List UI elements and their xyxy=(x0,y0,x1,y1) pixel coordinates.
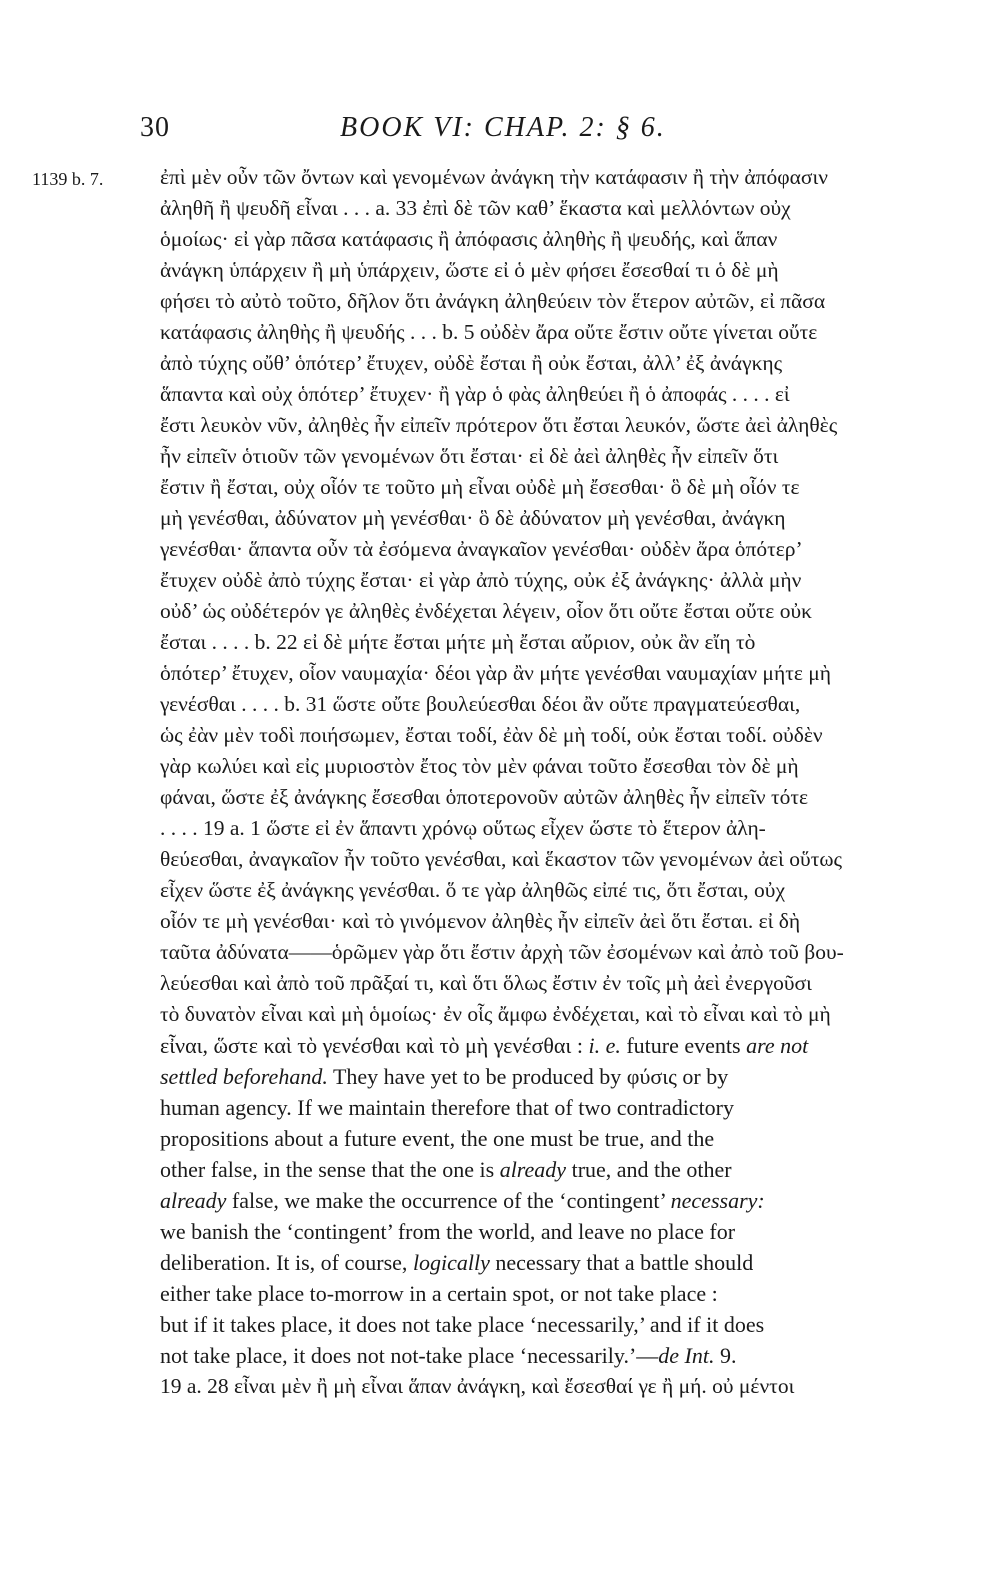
english-text: false, we make the occurrence of the ‘contingent’ xyxy=(231,1188,666,1213)
greek-text: φύσις xyxy=(626,1064,677,1089)
text-line: κατάφασις ἀληθὴς ἢ ψευδής . . . b. 5 οὐδὲν ἄρα οὔτε ἔστιν οὔτε γίνεται οὔτε xyxy=(160,320,818,344)
running-head: BOOK VI: CHAP. 2: § 6. xyxy=(340,112,666,143)
english-text: 9. xyxy=(719,1343,737,1368)
text-line: we banish the ‘contingent’ from the world, and leave no place for xyxy=(160,1219,736,1244)
text-line: τὸ δυνατὸν εἶναι καὶ μὴ ὁμοίως· ἐν οἷς ἄμφω ἐνδέχεται, καὶ τὸ εἶναι καὶ τὸ μὴ xyxy=(160,1002,831,1026)
text-line-mixed xyxy=(160,1030,930,1061)
text-line: ταῦτα ἀδύνατα——ὁρῶμεν γὰρ ὅτι ἔστιν ἀρχὴ τῶν ἐσομένων καὶ ἀπὸ τοῦ βου- xyxy=(160,940,844,964)
greek-text: ἐπὶ μὲν οὖν τῶν ὄντων καὶ γενομένων ἀνάγκη τὴν κατάφασιν ἢ τὴν ἀπόφασιν xyxy=(160,165,829,189)
italic-text: necessary: xyxy=(670,1188,765,1213)
english-text: deliberation. It is, of course, xyxy=(160,1250,408,1275)
text-line: either take place to-morrow in a certain spot, or not take place : xyxy=(160,1281,718,1306)
text-line: ἀπὸ τύχης οὔθ’ ὁπότερ’ ἔτυχεν, οὐδὲ ἔσται ἢ οὐκ ἔσται, ἀλλ’ ἐξ ἀνάγκης xyxy=(160,351,783,375)
text-line: μὴ γενέσθαι, ἀδύνατον μὴ γενέσθαι· ὃ δὲ ἀδύνατον μὴ γενέσθαι, ἀνάγκη xyxy=(160,506,786,530)
text-line-mixed xyxy=(160,1061,930,1092)
text-line: but if it takes place, it does not take place ‘necessarily,’ and if it does xyxy=(160,1312,765,1337)
text-line: ἔτυχεν οὐδὲ ἀπὸ τύχης ἔσται· εἰ γὰρ ἀπὸ τύχης, οὐκ ἐξ ἀνάγκης· ἀλλὰ μὴν xyxy=(160,568,802,592)
italic-text: are not xyxy=(746,1033,809,1058)
english-text: not take place, it does not not-take place ‘necessarily.’— xyxy=(160,1343,659,1368)
margin-reference: 1139 b. 7. xyxy=(32,169,104,189)
text-line: ἀληθῆ ἢ ψευδῆ εἶναι . . . a. 33 ἐπὶ δὲ τῶν καθ’ ἕκαστα καὶ μελλόντων οὐχ xyxy=(160,196,791,220)
english-text: They have yet to be produced by xyxy=(332,1064,622,1089)
text-line: φάναι, ὥστε ἐξ ἀνάγκης ἔσεσθαι ὁποτερονοῦν αὐτῶν ἀληθὲς ἦν εἰπεῖν τότε xyxy=(160,785,809,809)
text-line: ἔσται . . . . b. 22 εἰ δὲ μήτε ἔσται μήτε μὴ ἔσται αὔριον, οὐκ ἂν εἴη τὸ xyxy=(160,630,756,654)
italic-text: settled beforehand. xyxy=(160,1064,328,1089)
text-line: γὰρ κωλύει καὶ εἰς μυριοστὸν ἔτος τὸν μὲν φάναι τοῦτο ἔσεσθαι τὸν δὲ μὴ xyxy=(160,754,799,778)
text-line: οἷόν τε μὴ γενέσθαι· καὶ τὸ γινόμενον ἀληθὲς ἦν εἰπεῖν ἀεὶ ὅτι ἔσται. εἰ δὴ xyxy=(160,909,801,933)
text-line: οὐδ’ ὡς οὐδέτερόν γε ἀληθὲς ἐνδέχεται λέγειν, οἷον ὅτι οὔτε ἔσται οὔτε οὐκ xyxy=(160,599,812,623)
text-line: εἶχεν ὥστε ἐξ ἀνάγκης γενέσθαι. ὅ τε γὰρ ἀληθῶς εἰπέ τις, ὅτι ἔσται, οὐχ xyxy=(160,878,785,902)
ie-abbrev: i. e. xyxy=(588,1033,621,1058)
body-text xyxy=(32,162,930,1402)
text-line: ἀνάγκη ὑπάρχειν ἢ μὴ ὑπάρχειν, ὥστε εἰ ὁ μὲν φήσει ἔσεσθαί τι ὁ δὲ μὴ xyxy=(160,258,779,282)
english-text: future events xyxy=(626,1033,741,1058)
text-line: human agency. If we maintain therefore that of two contradictory xyxy=(160,1095,735,1120)
italic-text: already xyxy=(499,1157,567,1182)
text-line: θεύεσθαι, ἀναγκαῖον ἦν τοῦτο γενέσθαι, καὶ ἕκαστον τῶν γενομένων ἀεὶ οὕτως xyxy=(160,847,842,871)
italic-text: already xyxy=(160,1188,227,1213)
text-line: . . . . 19 a. 1 ὥστε εἰ ἐν ἅπαντι χρόνῳ οὕτως εἶχεν ὥστε τὸ ἕτερον ἀλη- xyxy=(160,816,766,840)
greek-text: εἶναι μὲν ἢ μὴ εἶναι ἅπαν ἀνάγκη, καὶ ἔσεσθαί γε ἢ μή. οὐ μέντοι xyxy=(234,1374,795,1398)
text-line: ἦν εἰπεῖν ὁτιοῦν τῶν γενομένων ὅτι ἔσται· εἰ δὲ ἀεὶ ἀληθὲς ἦν εἰπεῖν ὅτι xyxy=(160,444,779,468)
text-line: ἔστι λευκὸν νῦν, ἀληθὲς ἦν εἰπεῖν πρότερον ὅτι ἔσται λευκόν, ὥστε ἀεὶ ἀληθὲς xyxy=(160,413,838,437)
text-line-mixed xyxy=(160,1371,930,1402)
italic-text: de Int. xyxy=(658,1343,715,1368)
english-text: or by xyxy=(682,1064,729,1089)
text-line-mixed xyxy=(160,1247,930,1278)
text-line-mixed xyxy=(160,1340,930,1371)
english-text: necessary that a battle should xyxy=(495,1250,754,1275)
text-line: φήσει τὸ αὐτὸ τοῦτο, δῆλον ὅτι ἀνάγκη ἀληθεύειν τὸν ἕτερον αὐτῶν, εἰ πᾶσα xyxy=(160,289,826,313)
text-line: ἅπαντα καὶ οὐχ ὁπότερ’ ἔτυχεν· ἢ γὰρ ὁ φὰς ἀληθεύει ἢ ὁ ἀποφάς . . . . εἰ xyxy=(160,382,790,406)
text-line: γενέσθαι· ἅπαντα οὖν τὰ ἐσόμενα ἀναγκαῖον γενέσθαι· οὐδὲν ἄρα ὁπότερ’ xyxy=(160,537,803,561)
text-line-mixed xyxy=(160,1185,930,1216)
text-line-mixed xyxy=(160,1154,930,1185)
text-line: ἔστιν ἢ ἔσται, οὐχ οἷόν τε τοῦτο μὴ εἶναι οὐδὲ μὴ ἔσεσθαι· ὃ δὲ μὴ οἷόν τε xyxy=(160,475,800,499)
text-line: ὁπότερ’ ἔτυχεν, οἷον ναυμαχία· δέοι γὰρ ἂν μήτε γενέσθαι ναυμαχίαν μήτε μὴ xyxy=(160,661,832,685)
greek-text: εἶναι, ὥστε καὶ τὸ γενέσθαι καὶ τὸ μὴ γενέσθαι : xyxy=(160,1033,583,1058)
section-reference: 19 a. 28 xyxy=(160,1374,229,1398)
english-text: true, and the other xyxy=(571,1157,732,1182)
italic-text: logically xyxy=(412,1250,490,1275)
text-line xyxy=(32,162,930,193)
english-text: other false, in the sense that the one is xyxy=(160,1157,495,1182)
text-line: γενέσθαι . . . . b. 31 ὥστε οὔτε βουλεύεσθαι δέοι ἂν οὔτε πραγματεύεσθαι, xyxy=(160,692,801,716)
text-line: ὡς ἐὰν μὲν τοδὶ ποιήσωμεν, ἔσται τοδί, ἐὰν δὲ μὴ τοδί, οὐκ ἔσται τοδί. οὐδὲν xyxy=(160,723,823,747)
page-header xyxy=(140,104,900,154)
page-number: 30 xyxy=(140,112,170,143)
text-line: ὁμοίως· εἰ γὰρ πᾶσα κατάφασις ἢ ἀπόφασις ἀληθὴς ἢ ψευδής, καὶ ἅπαν xyxy=(160,227,778,251)
text-line: λεύεσθαι καὶ ἀπὸ τοῦ πρᾶξαί τι, καὶ ὅτι ὅλως ἔστιν ἐν τοῖς μὴ ἀεὶ ἐνεργοῦσι xyxy=(160,971,812,995)
text-line: propositions about a future event, the one must be true, and the xyxy=(160,1126,715,1151)
